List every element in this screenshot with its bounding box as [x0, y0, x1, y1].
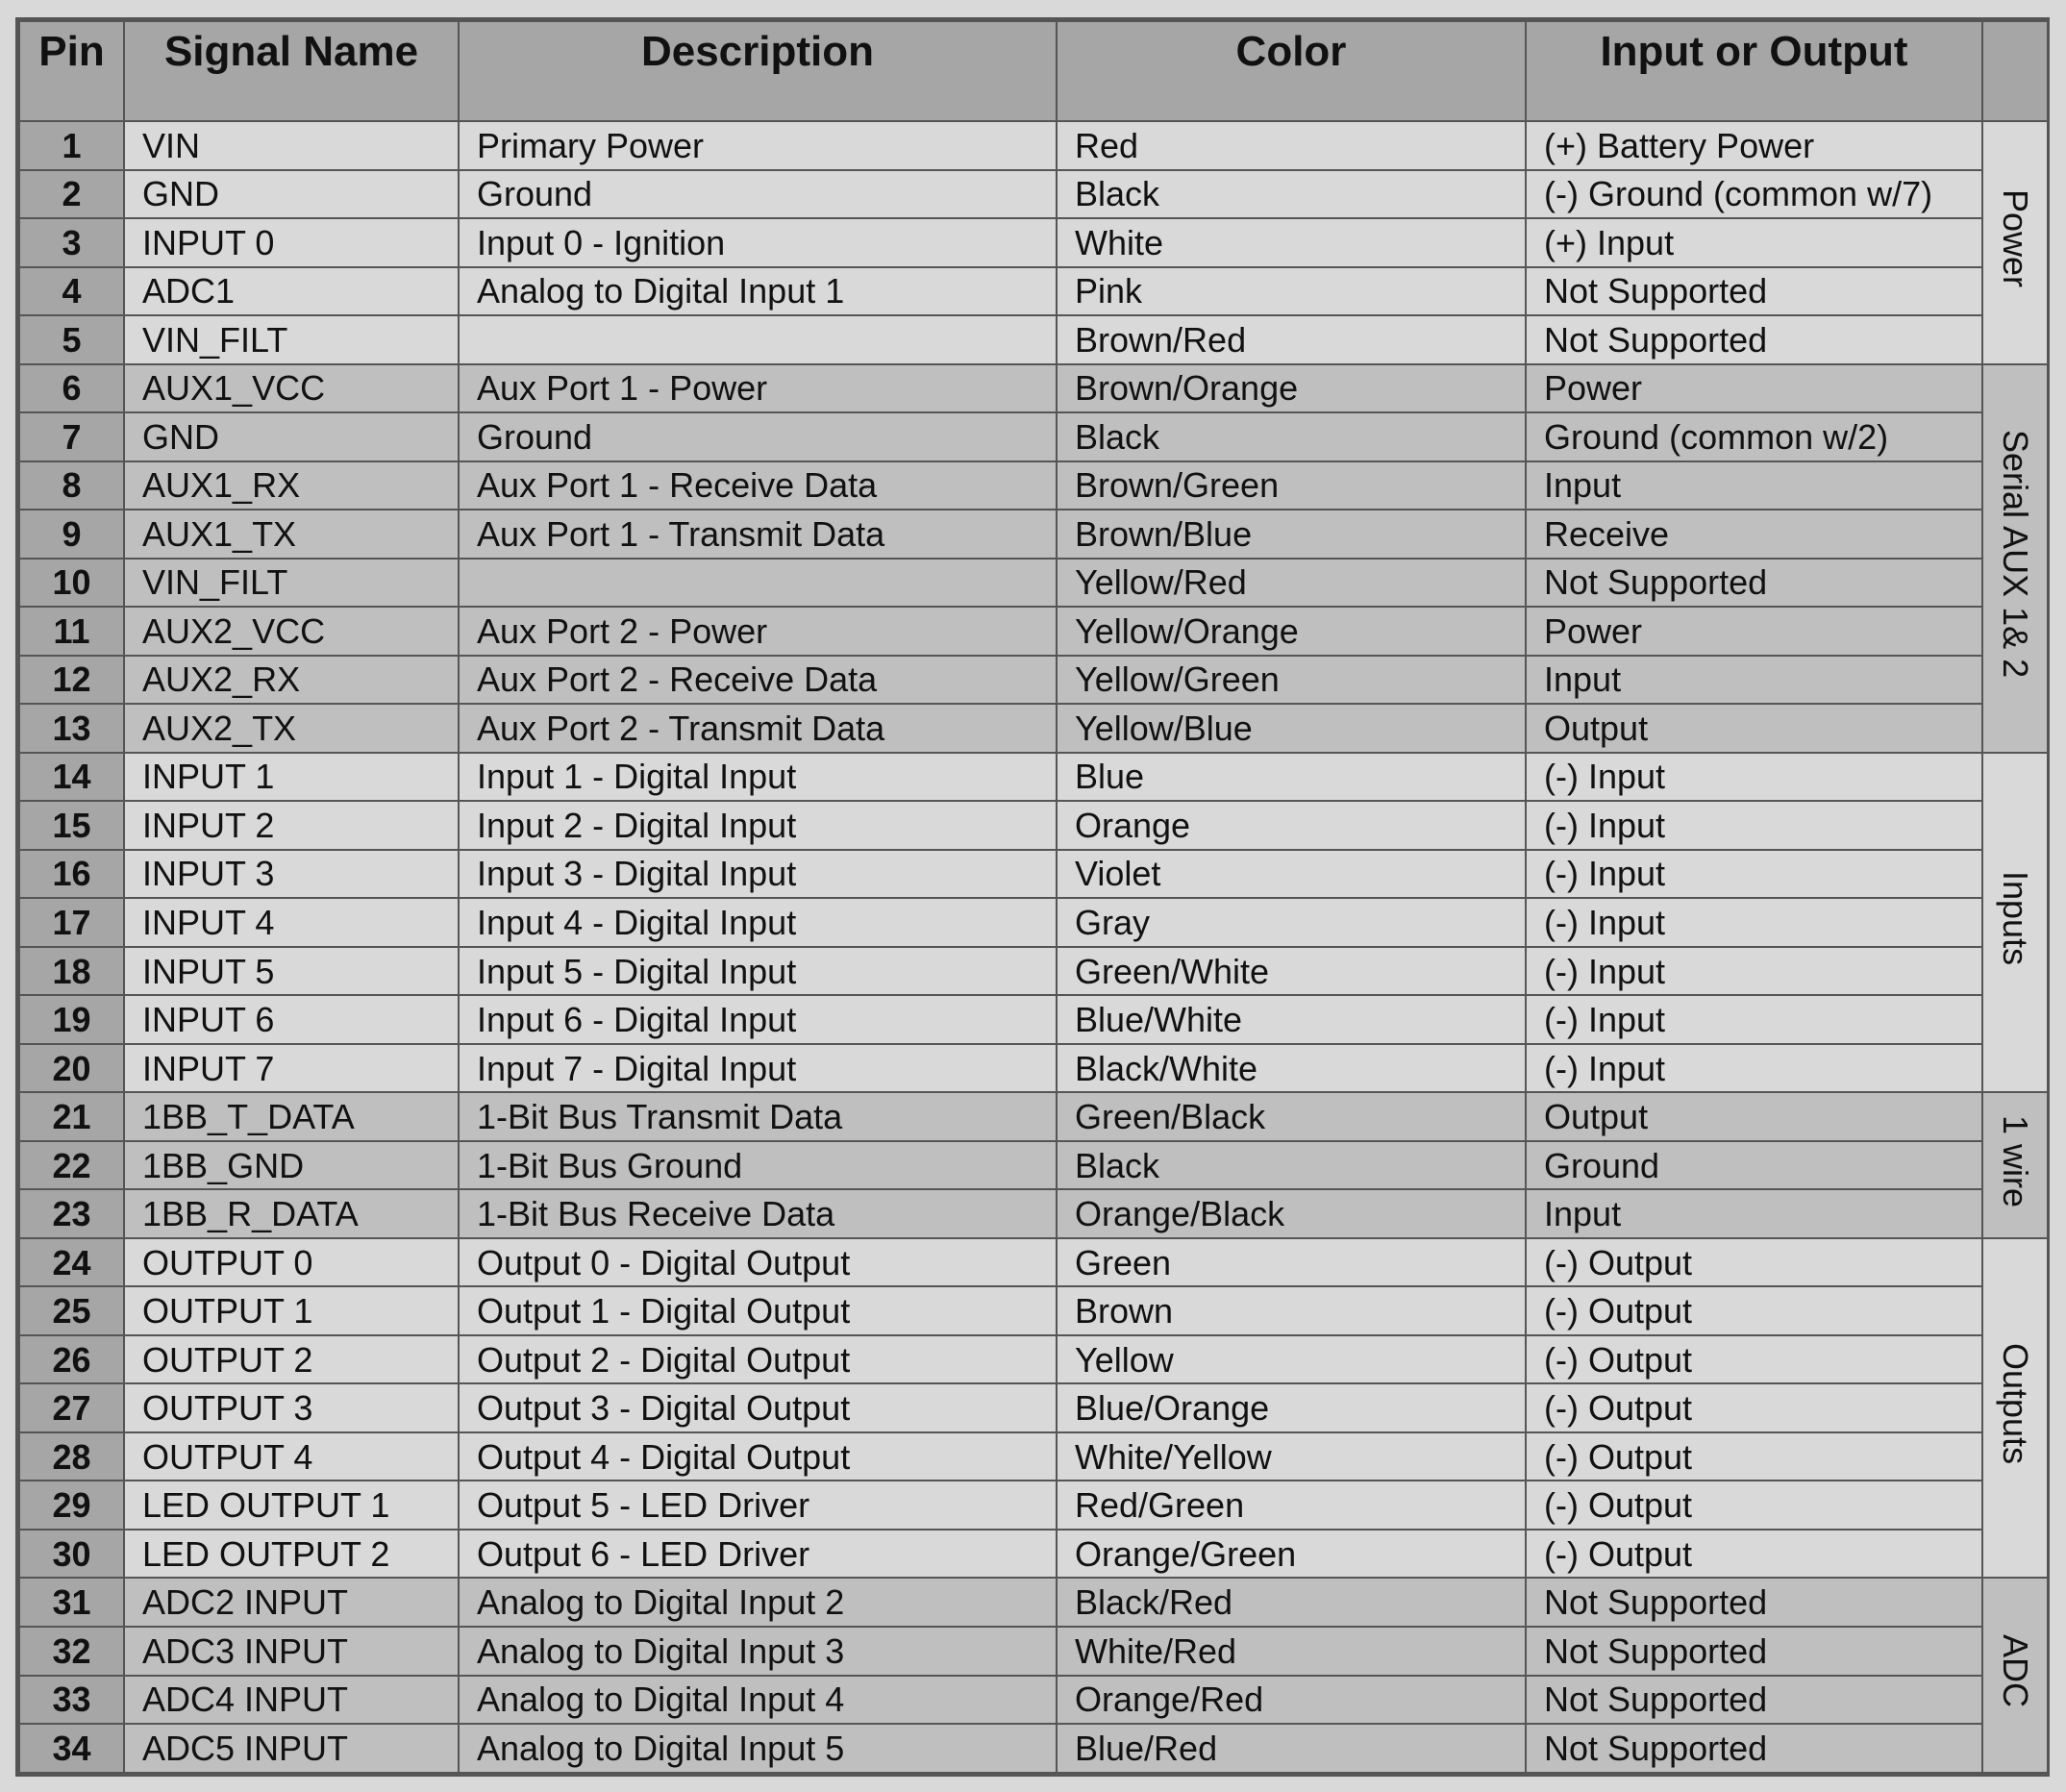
- pin-number: 8: [19, 461, 124, 510]
- description: Primary Power: [459, 121, 1057, 170]
- signal-name: AUX2_RX: [124, 656, 459, 705]
- pin-number: 19: [19, 995, 124, 1044]
- input-or-output: Not Supported: [1526, 1627, 1982, 1676]
- description: Analog to Digital Input 3: [459, 1627, 1057, 1676]
- wire-color: Yellow/Green: [1057, 656, 1526, 705]
- wire-color: Blue: [1057, 753, 1526, 802]
- table-row: [19, 607, 2048, 656]
- description: [459, 315, 1057, 364]
- wire-color: Brown/Green: [1057, 461, 1526, 510]
- table-row: [19, 1383, 2048, 1432]
- pin-number: 31: [19, 1578, 124, 1627]
- table-row: [19, 947, 2048, 996]
- signal-name: AUX1_VCC: [124, 364, 459, 413]
- description: Input 3 - Digital Input: [459, 850, 1057, 899]
- table-row: [19, 1286, 2048, 1335]
- wire-color: Black/White: [1057, 1044, 1526, 1093]
- input-or-output: (-) Input: [1526, 753, 1982, 802]
- wire-color: Yellow/Orange: [1057, 607, 1526, 656]
- wire-color: Brown: [1057, 1286, 1526, 1335]
- signal-name: AUX1_RX: [124, 461, 459, 510]
- signal-name: VIN_FILT: [124, 559, 459, 608]
- table-row: [19, 1432, 2048, 1481]
- wire-color: Red: [1057, 121, 1526, 170]
- signal-name: GND: [124, 170, 459, 219]
- group-label: Inputs: [1996, 870, 2035, 966]
- pin-number: 12: [19, 656, 124, 705]
- signal-name: INPUT 0: [124, 218, 459, 267]
- wire-color: Blue/Red: [1057, 1724, 1526, 1773]
- wire-color: Yellow/Red: [1057, 559, 1526, 608]
- pin-number: 11: [19, 607, 124, 656]
- signal-name: INPUT 5: [124, 947, 459, 996]
- table-row: [19, 218, 2048, 267]
- pin-number: 30: [19, 1530, 124, 1579]
- description: Ground: [459, 170, 1057, 219]
- table-row: [19, 461, 2048, 510]
- group-label: Outputs: [1996, 1343, 2035, 1465]
- input-or-output: Power: [1526, 364, 1982, 413]
- table-row: [19, 656, 2048, 705]
- signal-name: AUX1_TX: [124, 510, 459, 559]
- group-outputs: [1982, 1238, 2048, 1579]
- pin-number: 4: [19, 267, 124, 316]
- signal-name: OUTPUT 3: [124, 1383, 459, 1432]
- wire-color: Orange/Red: [1057, 1676, 1526, 1725]
- signal-name: ADC5 INPUT: [124, 1724, 459, 1773]
- signal-name: OUTPUT 0: [124, 1238, 459, 1287]
- table-row: [19, 995, 2048, 1044]
- pin-number: 2: [19, 170, 124, 219]
- signal-name: 1BB_GND: [124, 1141, 459, 1190]
- table-row: [19, 121, 2048, 170]
- signal-name: INPUT 2: [124, 801, 459, 850]
- table-row: [19, 1676, 2048, 1725]
- signal-name: 1BB_R_DATA: [124, 1189, 459, 1238]
- pin-number: 18: [19, 947, 124, 996]
- input-or-output: Output: [1526, 704, 1982, 753]
- pin-number: 14: [19, 753, 124, 802]
- group-label: Power: [1996, 188, 2035, 287]
- input-or-output: (-) Output: [1526, 1530, 1982, 1579]
- signal-name: OUTPUT 1: [124, 1286, 459, 1335]
- signal-name: LED OUTPUT 1: [124, 1481, 459, 1530]
- table-row: [19, 898, 2048, 947]
- input-or-output: (+) Battery Power: [1526, 121, 1982, 170]
- table-row: [19, 1238, 2048, 1287]
- group-label: 1 wire: [1996, 1114, 2035, 1207]
- pin-number: 26: [19, 1335, 124, 1384]
- description: Aux Port 1 - Transmit Data: [459, 510, 1057, 559]
- wire-color: Black: [1057, 412, 1526, 461]
- signal-name: GND: [124, 412, 459, 461]
- wire-color: Yellow/Blue: [1057, 704, 1526, 753]
- signal-name: INPUT 4: [124, 898, 459, 947]
- input-or-output: (-) Input: [1526, 1044, 1982, 1093]
- table-row: [19, 801, 2048, 850]
- table-row: [19, 1627, 2048, 1676]
- pinout-table-frame: [15, 17, 2050, 1777]
- table-row: [19, 267, 2048, 316]
- pin-number: 20: [19, 1044, 124, 1093]
- description: Input 4 - Digital Input: [459, 898, 1057, 947]
- signal-name: VIN: [124, 121, 459, 170]
- description: Aux Port 2 - Receive Data: [459, 656, 1057, 705]
- input-or-output: Input: [1526, 461, 1982, 510]
- signal-name: ADC2 INPUT: [124, 1578, 459, 1627]
- pin-number: 32: [19, 1627, 124, 1676]
- pin-number: 15: [19, 801, 124, 850]
- wire-color: Blue/White: [1057, 995, 1526, 1044]
- header-description: Description: [459, 21, 1057, 121]
- wire-color: White/Yellow: [1057, 1432, 1526, 1481]
- input-or-output: (-) Output: [1526, 1286, 1982, 1335]
- input-or-output: (-) Output: [1526, 1481, 1982, 1530]
- wire-color: White/Red: [1057, 1627, 1526, 1676]
- pin-number: 16: [19, 850, 124, 899]
- table-row: [19, 1092, 2048, 1141]
- signal-name: INPUT 3: [124, 850, 459, 899]
- table-row: [19, 1724, 2048, 1773]
- table-row: [19, 1530, 2048, 1579]
- table-row: [19, 510, 2048, 559]
- pin-number: 25: [19, 1286, 124, 1335]
- group-label: ADC: [1996, 1634, 2035, 1708]
- wire-color: Pink: [1057, 267, 1526, 316]
- pin-number: 21: [19, 1092, 124, 1141]
- input-or-output: (+) Input: [1526, 218, 1982, 267]
- description: Output 4 - Digital Output: [459, 1432, 1057, 1481]
- table-row: [19, 1044, 2048, 1093]
- table-row: [19, 364, 2048, 413]
- signal-name: INPUT 6: [124, 995, 459, 1044]
- table-row: [19, 850, 2048, 899]
- input-or-output: Not Supported: [1526, 1578, 1982, 1627]
- signal-name: ADC1: [124, 267, 459, 316]
- pin-number: 28: [19, 1432, 124, 1481]
- input-or-output: (-) Input: [1526, 850, 1982, 899]
- wire-color: Orange/Green: [1057, 1530, 1526, 1579]
- description: Aux Port 1 - Receive Data: [459, 461, 1057, 510]
- pin-number: 34: [19, 1724, 124, 1773]
- description: Output 1 - Digital Output: [459, 1286, 1057, 1335]
- wire-color: Green/Black: [1057, 1092, 1526, 1141]
- table-row: [19, 1335, 2048, 1384]
- pin-number: 24: [19, 1238, 124, 1287]
- signal-name: OUTPUT 2: [124, 1335, 459, 1384]
- description: 1-Bit Bus Transmit Data: [459, 1092, 1057, 1141]
- wire-color: Black: [1057, 1141, 1526, 1190]
- wire-color: Brown/Blue: [1057, 510, 1526, 559]
- input-or-output: Power: [1526, 607, 1982, 656]
- description: Aux Port 2 - Transmit Data: [459, 704, 1057, 753]
- description: Output 3 - Digital Output: [459, 1383, 1057, 1432]
- table-row: [19, 315, 2048, 364]
- input-or-output: Not Supported: [1526, 559, 1982, 608]
- wire-color: Green/White: [1057, 947, 1526, 996]
- wire-color: White: [1057, 218, 1526, 267]
- description: [459, 559, 1057, 608]
- pin-number: 27: [19, 1383, 124, 1432]
- pin-number: 17: [19, 898, 124, 947]
- description: Analog to Digital Input 1: [459, 267, 1057, 316]
- input-or-output: Output: [1526, 1092, 1982, 1141]
- description: Input 6 - Digital Input: [459, 995, 1057, 1044]
- signal-name: LED OUTPUT 2: [124, 1530, 459, 1579]
- header-input-or-output: Input or Output: [1526, 21, 1982, 121]
- table-row: [19, 1481, 2048, 1530]
- input-or-output: (-) Input: [1526, 898, 1982, 947]
- wire-color: Orange: [1057, 801, 1526, 850]
- table-row: [19, 412, 2048, 461]
- input-or-output: Not Supported: [1526, 267, 1982, 316]
- input-or-output: (-) Output: [1526, 1335, 1982, 1384]
- signal-name: ADC4 INPUT: [124, 1676, 459, 1725]
- group-serial-aux: [1982, 364, 2048, 753]
- wire-color: Brown/Orange: [1057, 364, 1526, 413]
- table-row: [19, 1578, 2048, 1627]
- pinout-table: [18, 20, 2049, 1774]
- signal-name: AUX2_VCC: [124, 607, 459, 656]
- table-row: [19, 1141, 2048, 1190]
- wire-color: Red/Green: [1057, 1481, 1526, 1530]
- signal-name: INPUT 7: [124, 1044, 459, 1093]
- header-pin: Pin: [19, 21, 124, 121]
- header-signal-name: Signal Name: [124, 21, 459, 121]
- pin-number: 22: [19, 1141, 124, 1190]
- input-or-output: (-) Input: [1526, 947, 1982, 996]
- description: Input 0 - Ignition: [459, 218, 1057, 267]
- table-row: [19, 704, 2048, 753]
- table-row: [19, 753, 2048, 802]
- description: Output 0 - Digital Output: [459, 1238, 1057, 1287]
- signal-name: OUTPUT 4: [124, 1432, 459, 1481]
- input-or-output: (-) Input: [1526, 995, 1982, 1044]
- input-or-output: (-) Output: [1526, 1238, 1982, 1287]
- wire-color: Black/Red: [1057, 1578, 1526, 1627]
- pin-number: 10: [19, 559, 124, 608]
- wire-color: Orange/Black: [1057, 1189, 1526, 1238]
- description: Input 2 - Digital Input: [459, 801, 1057, 850]
- description: Output 2 - Digital Output: [459, 1335, 1057, 1384]
- pin-number: 7: [19, 412, 124, 461]
- wire-color: Yellow: [1057, 1335, 1526, 1384]
- header-color: Color: [1057, 21, 1526, 121]
- description: Output 5 - LED Driver: [459, 1481, 1057, 1530]
- pin-number: 5: [19, 315, 124, 364]
- signal-name: INPUT 1: [124, 753, 459, 802]
- description: Aux Port 2 - Power: [459, 607, 1057, 656]
- pin-number: 6: [19, 364, 124, 413]
- input-or-output: Receive: [1526, 510, 1982, 559]
- wire-color: Brown/Red: [1057, 315, 1526, 364]
- table-row: [19, 1189, 2048, 1238]
- group-one-wire: [1982, 1092, 2048, 1238]
- pin-number: 33: [19, 1676, 124, 1725]
- description: Input 5 - Digital Input: [459, 947, 1057, 996]
- table-row: [19, 170, 2048, 219]
- signal-name: 1BB_T_DATA: [124, 1092, 459, 1141]
- input-or-output: Not Supported: [1526, 1676, 1982, 1725]
- description: 1-Bit Bus Ground: [459, 1141, 1057, 1190]
- signal-name: VIN_FILT: [124, 315, 459, 364]
- description: Aux Port 1 - Power: [459, 364, 1057, 413]
- wire-color: Violet: [1057, 850, 1526, 899]
- wire-color: Gray: [1057, 898, 1526, 947]
- input-or-output: Not Supported: [1526, 315, 1982, 364]
- wire-color: Black: [1057, 170, 1526, 219]
- header-row: [19, 21, 2048, 121]
- group-power: [1982, 121, 2048, 364]
- group-label: Serial AUX 1& 2: [1996, 430, 2035, 679]
- header-group: [1982, 21, 2048, 121]
- pin-number: 23: [19, 1189, 124, 1238]
- input-or-output: (-) Input: [1526, 801, 1982, 850]
- pin-number: 3: [19, 218, 124, 267]
- input-or-output: Input: [1526, 656, 1982, 705]
- group-adc: [1982, 1578, 2048, 1773]
- description: Output 6 - LED Driver: [459, 1530, 1057, 1579]
- description: Analog to Digital Input 4: [459, 1676, 1057, 1725]
- description: 1-Bit Bus Receive Data: [459, 1189, 1057, 1238]
- table-row: [19, 559, 2048, 608]
- input-or-output: Not Supported: [1526, 1724, 1982, 1773]
- description: Input 7 - Digital Input: [459, 1044, 1057, 1093]
- input-or-output: (-) Ground (common w/7): [1526, 170, 1982, 219]
- description: Analog to Digital Input 2: [459, 1578, 1057, 1627]
- pin-number: 29: [19, 1481, 124, 1530]
- input-or-output: Input: [1526, 1189, 1982, 1238]
- input-or-output: (-) Output: [1526, 1383, 1982, 1432]
- input-or-output: (-) Output: [1526, 1432, 1982, 1481]
- pinout-body: [19, 121, 2048, 1773]
- pin-number: 13: [19, 704, 124, 753]
- pin-number: 1: [19, 121, 124, 170]
- wire-color: Blue/Orange: [1057, 1383, 1526, 1432]
- group-inputs: [1982, 753, 2048, 1093]
- description: Input 1 - Digital Input: [459, 753, 1057, 802]
- signal-name: AUX2_TX: [124, 704, 459, 753]
- input-or-output: Ground (common w/2): [1526, 412, 1982, 461]
- description: Analog to Digital Input 5: [459, 1724, 1057, 1773]
- pin-number: 9: [19, 510, 124, 559]
- signal-name: ADC3 INPUT: [124, 1627, 459, 1676]
- wire-color: Green: [1057, 1238, 1526, 1287]
- description: Ground: [459, 412, 1057, 461]
- input-or-output: Ground: [1526, 1141, 1982, 1190]
